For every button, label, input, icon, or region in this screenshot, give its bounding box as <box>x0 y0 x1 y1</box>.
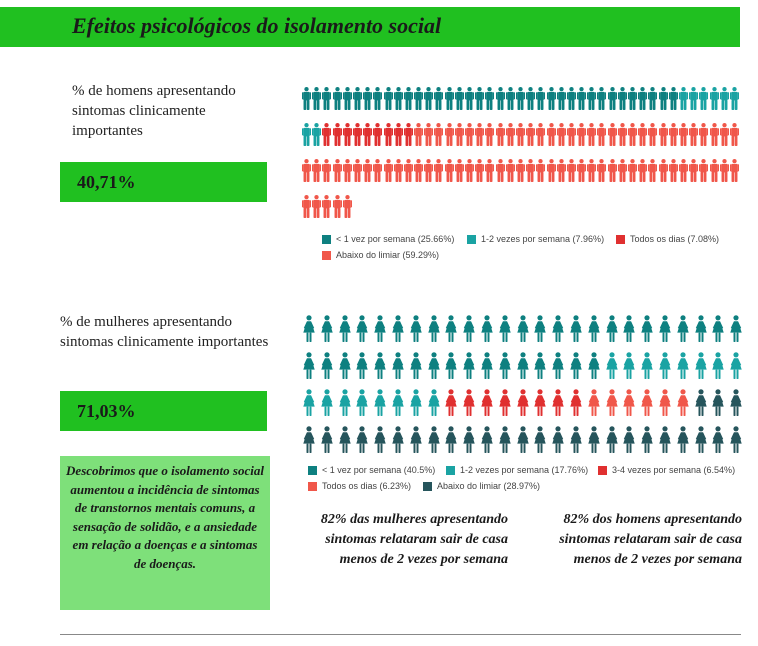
woman-icon <box>622 315 636 342</box>
man-icon <box>424 157 433 184</box>
legend-label: < 1 vez por semana (25.66%) <box>336 234 455 244</box>
man-icon <box>659 157 668 184</box>
man-icon <box>434 85 443 112</box>
page-title: Efeitos psicológicos do isolamento social <box>72 13 442 38</box>
woman-icon <box>480 315 494 342</box>
icon-row <box>302 389 747 416</box>
legend-swatch <box>598 466 607 475</box>
man-icon <box>434 121 443 148</box>
man-icon <box>648 85 657 112</box>
legend-label: 1-2 vezes por semana (7.96%) <box>481 234 605 244</box>
man-icon <box>363 121 372 148</box>
man-icon <box>322 85 331 112</box>
woman-icon <box>480 389 494 416</box>
man-icon <box>730 121 739 148</box>
legend-swatch <box>308 482 317 491</box>
woman-icon <box>640 426 654 453</box>
man-icon <box>587 157 596 184</box>
legend-item <box>446 465 588 475</box>
woman-icon <box>409 352 423 379</box>
man-icon <box>475 157 484 184</box>
man-icon <box>353 85 362 112</box>
woman-icon <box>658 389 672 416</box>
man-icon <box>536 121 545 148</box>
man-icon <box>526 157 535 184</box>
man-icon <box>679 157 688 184</box>
woman-icon <box>533 352 547 379</box>
woman-icon <box>391 426 405 453</box>
man-icon <box>587 121 596 148</box>
man-icon <box>373 157 382 184</box>
woman-icon <box>373 352 387 379</box>
woman-icon <box>444 315 458 342</box>
woman-icon <box>676 426 690 453</box>
woman-icon <box>622 352 636 379</box>
women-stat-value: 71,03% <box>77 401 136 421</box>
man-icon <box>547 121 556 148</box>
man-icon <box>445 157 454 184</box>
man-icon <box>465 157 474 184</box>
man-icon <box>659 85 668 112</box>
man-icon <box>333 193 342 220</box>
woman-icon <box>391 389 405 416</box>
man-icon <box>414 121 423 148</box>
woman-icon <box>551 389 565 416</box>
man-icon <box>302 157 311 184</box>
man-icon <box>363 85 372 112</box>
man-icon <box>516 121 525 148</box>
man-icon <box>465 85 474 112</box>
man-icon <box>526 121 535 148</box>
man-icon <box>730 157 739 184</box>
woman-icon <box>462 315 476 342</box>
legend-label: 1-2 vezes por semana (17.76%) <box>460 465 589 475</box>
man-icon <box>608 121 617 148</box>
man-icon <box>699 157 708 184</box>
woman-icon <box>373 389 387 416</box>
man-icon <box>659 121 668 148</box>
man-icon <box>353 121 362 148</box>
man-icon <box>333 121 342 148</box>
man-icon <box>597 121 606 148</box>
woman-icon <box>338 352 352 379</box>
man-icon <box>516 85 525 112</box>
woman-icon <box>355 315 369 342</box>
man-icon <box>689 121 698 148</box>
woman-icon <box>516 389 530 416</box>
man-icon <box>689 85 698 112</box>
woman-icon <box>587 426 601 453</box>
man-icon <box>394 85 403 112</box>
woman-icon <box>427 315 441 342</box>
woman-icon <box>605 389 619 416</box>
legend-item <box>322 234 454 244</box>
man-icon <box>699 121 708 148</box>
man-icon <box>679 121 688 148</box>
man-icon <box>312 157 321 184</box>
woman-icon <box>569 389 583 416</box>
woman-icon <box>676 315 690 342</box>
icon-row <box>302 315 747 342</box>
men-quote: 82% dos homens apresentando sintomas relataram sair de casa menos de 2 vezes por semana <box>559 512 742 567</box>
man-icon <box>404 121 413 148</box>
man-icon <box>322 121 331 148</box>
woman-icon <box>711 389 725 416</box>
man-icon <box>343 121 352 148</box>
man-icon <box>343 157 352 184</box>
man-icon <box>475 85 484 112</box>
woman-icon <box>551 315 565 342</box>
legend-swatch <box>322 251 331 260</box>
man-icon <box>557 157 566 184</box>
man-icon <box>618 85 627 112</box>
woman-icon <box>302 426 316 453</box>
woman-icon <box>729 315 743 342</box>
woman-icon <box>569 352 583 379</box>
man-icon <box>373 85 382 112</box>
man-icon <box>434 157 443 184</box>
legend-swatch <box>308 466 317 475</box>
man-icon <box>496 157 505 184</box>
man-icon <box>577 85 586 112</box>
woman-icon <box>569 426 583 453</box>
woman-icon <box>427 389 441 416</box>
icon-row <box>302 426 747 453</box>
man-icon <box>384 85 393 112</box>
woman-icon <box>373 315 387 342</box>
man-icon <box>608 85 617 112</box>
woman-icon <box>338 315 352 342</box>
men-stat-box <box>60 162 267 202</box>
man-icon <box>638 85 647 112</box>
man-icon <box>536 157 545 184</box>
icon-row <box>302 85 740 112</box>
man-icon <box>475 121 484 148</box>
woman-icon <box>427 352 441 379</box>
man-icon <box>628 157 637 184</box>
woman-icon <box>551 352 565 379</box>
man-icon <box>312 193 321 220</box>
finding-text: Descobrimos que o isolamento social aumentou a incidência de sintomas de transtornos mentais comuns, a sensação de solidão, e a ansiedade em relação a doenças e a sintomas de doenças. <box>66 463 264 571</box>
man-icon <box>384 121 393 148</box>
man-icon <box>455 85 464 112</box>
icon-row <box>302 352 747 379</box>
woman-icon <box>409 426 423 453</box>
man-icon <box>322 157 331 184</box>
man-icon <box>689 157 698 184</box>
woman-icon <box>533 315 547 342</box>
man-icon <box>496 121 505 148</box>
man-icon <box>333 85 342 112</box>
man-icon <box>638 121 647 148</box>
man-icon <box>710 157 719 184</box>
man-icon <box>710 85 719 112</box>
woman-icon <box>640 389 654 416</box>
woman-icon <box>694 426 708 453</box>
man-icon <box>465 121 474 148</box>
man-icon <box>567 121 576 148</box>
legend-item <box>616 234 719 244</box>
man-icon <box>353 157 362 184</box>
man-icon <box>333 157 342 184</box>
man-icon <box>547 157 556 184</box>
men-label: % de homens apresentando sintomas clinicamente importantes <box>72 83 236 139</box>
man-icon <box>404 157 413 184</box>
legend-label: Abaixo do limiar (28.97%) <box>437 481 541 491</box>
man-icon <box>557 85 566 112</box>
legend-label: Todos os dias (7.08%) <box>630 234 720 244</box>
bottom-divider <box>60 634 741 635</box>
legend-swatch <box>467 235 476 244</box>
woman-icon <box>373 426 387 453</box>
woman-icon <box>516 315 530 342</box>
man-icon <box>394 121 403 148</box>
man-icon <box>506 157 515 184</box>
man-icon <box>567 157 576 184</box>
man-icon <box>455 121 464 148</box>
woman-icon <box>533 426 547 453</box>
legend-label: Todos os dias (6.23%) <box>322 481 412 491</box>
man-icon <box>628 121 637 148</box>
woman-icon <box>622 389 636 416</box>
legend-item <box>467 234 604 244</box>
man-icon <box>587 85 596 112</box>
man-icon <box>343 193 352 220</box>
legend-item <box>322 250 439 260</box>
man-icon <box>730 85 739 112</box>
man-icon <box>506 85 515 112</box>
legend-swatch <box>446 466 455 475</box>
woman-icon <box>587 352 601 379</box>
man-icon <box>557 121 566 148</box>
woman-icon <box>694 315 708 342</box>
man-icon <box>302 85 311 112</box>
man-icon <box>485 121 494 148</box>
woman-icon <box>711 315 725 342</box>
legend-swatch <box>423 482 432 491</box>
woman-icon <box>569 315 583 342</box>
woman-icon <box>587 315 601 342</box>
woman-icon <box>338 389 352 416</box>
man-icon <box>547 85 556 112</box>
woman-icon <box>498 315 512 342</box>
man-icon <box>577 121 586 148</box>
woman-icon <box>658 315 672 342</box>
woman-icon <box>355 352 369 379</box>
woman-icon <box>711 426 725 453</box>
women-label: % de mulheres apresentando sintomas clinicamente importantes <box>60 314 269 350</box>
women-stat-box <box>60 391 267 431</box>
man-icon <box>445 121 454 148</box>
man-icon <box>679 85 688 112</box>
woman-icon <box>462 389 476 416</box>
woman-icon <box>409 389 423 416</box>
man-icon <box>710 121 719 148</box>
man-icon <box>597 85 606 112</box>
woman-icon <box>587 389 601 416</box>
woman-icon <box>391 352 405 379</box>
icon-row <box>302 157 740 184</box>
legend-swatch <box>322 235 331 244</box>
legend-label: Abaixo do limiar (59.29%) <box>336 250 440 260</box>
icon-row <box>302 121 740 148</box>
man-icon <box>312 121 321 148</box>
man-icon <box>424 121 433 148</box>
icon-row <box>302 193 353 220</box>
woman-icon <box>605 426 619 453</box>
woman-icon <box>444 426 458 453</box>
woman-icon <box>302 352 316 379</box>
woman-icon <box>444 352 458 379</box>
man-icon <box>343 85 352 112</box>
man-icon <box>648 121 657 148</box>
woman-icon <box>533 389 547 416</box>
woman-icon <box>694 352 708 379</box>
woman-icon <box>658 426 672 453</box>
man-icon <box>720 121 729 148</box>
legend-swatch <box>616 235 625 244</box>
woman-icon <box>676 389 690 416</box>
woman-icon <box>622 426 636 453</box>
woman-icon <box>729 352 743 379</box>
man-icon <box>445 85 454 112</box>
woman-icon <box>355 426 369 453</box>
man-icon <box>628 85 637 112</box>
man-icon <box>669 121 678 148</box>
man-icon <box>312 85 321 112</box>
woman-icon <box>498 389 512 416</box>
man-icon <box>597 157 606 184</box>
woman-icon <box>462 352 476 379</box>
legend-item <box>598 465 735 475</box>
woman-icon <box>427 426 441 453</box>
woman-icon <box>498 426 512 453</box>
man-icon <box>384 157 393 184</box>
woman-icon <box>729 389 743 416</box>
women-quote: 82% das mulheres apresentando sintomas relataram sair de casa menos de 2 vezes por semana <box>320 512 508 567</box>
man-icon <box>506 121 515 148</box>
woman-icon <box>516 426 530 453</box>
woman-icon <box>480 352 494 379</box>
man-icon <box>424 85 433 112</box>
legend-item <box>308 465 435 475</box>
woman-icon <box>694 389 708 416</box>
men-stat-value: 40,71% <box>77 172 136 192</box>
woman-icon <box>676 352 690 379</box>
woman-icon <box>640 352 654 379</box>
woman-icon <box>498 352 512 379</box>
woman-icon <box>729 426 743 453</box>
man-icon <box>608 157 617 184</box>
man-icon <box>720 85 729 112</box>
man-icon <box>526 85 535 112</box>
woman-icon <box>302 389 316 416</box>
man-icon <box>567 85 576 112</box>
legend-item <box>308 481 411 491</box>
man-icon <box>394 157 403 184</box>
man-icon <box>699 85 708 112</box>
woman-icon <box>338 426 352 453</box>
woman-icon <box>391 315 405 342</box>
woman-icon <box>355 389 369 416</box>
woman-icon <box>480 426 494 453</box>
man-icon <box>618 157 627 184</box>
man-icon <box>536 85 545 112</box>
woman-icon <box>711 352 725 379</box>
man-icon <box>302 121 311 148</box>
man-icon <box>373 121 382 148</box>
woman-icon <box>658 352 672 379</box>
man-icon <box>669 85 678 112</box>
legend-item <box>423 481 540 491</box>
man-icon <box>516 157 525 184</box>
man-icon <box>638 157 647 184</box>
woman-icon <box>605 352 619 379</box>
woman-icon <box>444 389 458 416</box>
woman-icon <box>320 315 334 342</box>
man-icon <box>496 85 505 112</box>
man-icon <box>485 85 494 112</box>
man-icon <box>455 157 464 184</box>
man-icon <box>414 157 423 184</box>
woman-icon <box>551 426 565 453</box>
legend-label: 3-4 vezes por semana (6.54%) <box>612 465 736 475</box>
woman-icon <box>302 315 316 342</box>
man-icon <box>414 85 423 112</box>
man-icon <box>404 85 413 112</box>
woman-icon <box>462 426 476 453</box>
man-icon <box>322 193 331 220</box>
finding-box <box>60 456 270 610</box>
legend-label: < 1 vez por semana (40.5%) <box>322 465 436 475</box>
man-icon <box>720 157 729 184</box>
woman-icon <box>516 352 530 379</box>
woman-icon <box>409 315 423 342</box>
woman-icon <box>605 315 619 342</box>
woman-icon <box>640 315 654 342</box>
man-icon <box>618 121 627 148</box>
man-icon <box>577 157 586 184</box>
man-icon <box>302 193 311 220</box>
woman-icon <box>320 352 334 379</box>
man-icon <box>669 157 678 184</box>
man-icon <box>363 157 372 184</box>
man-icon <box>485 157 494 184</box>
man-icon <box>648 157 657 184</box>
woman-icon <box>320 426 334 453</box>
woman-icon <box>320 389 334 416</box>
